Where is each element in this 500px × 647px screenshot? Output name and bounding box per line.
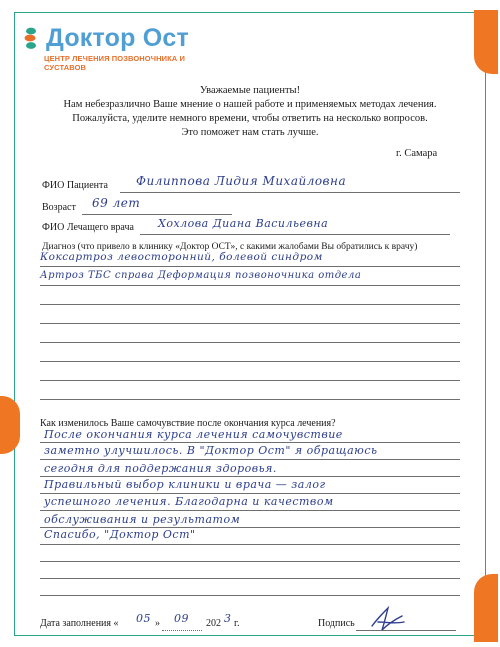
diagnosis-line: [40, 380, 460, 381]
diagnosis-line: [40, 266, 460, 267]
date-day-value[interactable]: 05: [136, 612, 151, 625]
age-line: [82, 214, 232, 215]
date-label-mid: »: [155, 618, 160, 629]
feedback-line-3[interactable]: сегодня для поддержания здоровья.: [44, 462, 277, 475]
intro-line-1: Нам небезразлично Ваше мнение о нашей работе и применяемых методах лечения.: [63, 99, 437, 110]
feedback-line: [40, 595, 460, 596]
diagnosis-line: [40, 361, 460, 362]
diagnosis-line-2[interactable]: Артроз ТБС справа Деформация позвоночника отдела: [40, 270, 362, 281]
feedback-line-4[interactable]: Правильный выбор клиники и врача — залог: [44, 478, 326, 491]
corner-decoration-bottom-right: [474, 574, 498, 642]
feedback-line: [40, 459, 460, 460]
feedback-line-5[interactable]: успешного лечения. Благодарна и качеством: [44, 495, 334, 508]
age-label: Возраст: [42, 202, 76, 213]
feedback-line: [40, 544, 460, 545]
patient-name-line: [120, 192, 460, 193]
doctor-name-label: ФИО Лечащего врача: [42, 222, 134, 233]
diagnosis-line: [40, 342, 460, 343]
clinic-logo: [22, 24, 222, 74]
intro-line-3: Это поможет нам стать лучше.: [181, 127, 319, 138]
feedback-line: [40, 578, 460, 579]
logo-name: Доктор Ост: [46, 24, 189, 52]
date-month-value[interactable]: 09: [174, 612, 189, 625]
feedback-line: [40, 493, 460, 494]
feedback-label: Как изменилось Ваше самочувствие после окончания курса лечения?: [40, 418, 336, 429]
age-value[interactable]: 69 лет: [92, 196, 141, 210]
signature-label: Подпись: [318, 618, 355, 629]
feedback-line: [40, 476, 460, 477]
date-month-line: [162, 630, 202, 631]
doctor-name-line: [140, 234, 450, 235]
intro-line-2: Пожалуйста, уделите немного времени, чтобы ответить на несколько вопросов.: [72, 113, 428, 124]
spine-leaf-icon: [22, 26, 40, 52]
feedback-line: [40, 527, 460, 528]
intro-block: [30, 84, 470, 140]
date-year-digit[interactable]: 3: [224, 612, 232, 625]
city-label: г. Самара: [396, 148, 438, 159]
diagnosis-line: [40, 323, 460, 324]
corner-decoration-left: [0, 396, 20, 454]
date-suffix: г.: [234, 618, 240, 629]
corner-decoration-top-right: [474, 10, 498, 74]
doctor-name-value[interactable]: Хохлова Диана Васильевна: [158, 217, 329, 230]
feedback-line: [40, 442, 460, 443]
feedback-line: [40, 561, 460, 562]
diagnosis-line: [40, 285, 460, 286]
diagnosis-label: Диагноз (что привело в клинику «Доктор ОСТ», с какими жалобами Вы обратились к врачу): [42, 242, 418, 252]
date-year-prefix: 202: [206, 618, 221, 629]
intro-greeting: Уважаемые пациенты!: [199, 85, 301, 96]
date-label: Дата заполнения «: [40, 618, 119, 629]
handwritten-signature[interactable]: [368, 604, 408, 634]
feedback-line-6[interactable]: обслуживания и результатом: [44, 513, 241, 526]
feedback-line-7[interactable]: Спасибо, "Доктор Ост": [44, 528, 196, 541]
logo-tagline: ЦЕНТР ЛЕЧЕНИЯ ПОЗВОНОЧНИКА И СУСТАВОВ: [44, 54, 185, 72]
feedback-line-2[interactable]: заметно улучшилось. В "Доктор Ост" я обращаюсь: [44, 444, 378, 457]
patient-name-label: ФИО Пациента: [42, 180, 108, 191]
feedback-line-1[interactable]: После окончания курса лечения самочувствие: [44, 428, 343, 441]
diagnosis-line: [40, 399, 460, 400]
patient-name-value[interactable]: Филиппова Лидия Михайловна: [136, 174, 347, 188]
feedback-line: [40, 510, 460, 511]
diagnosis-line-1[interactable]: Коксартроз левосторонний, болевой синдром: [40, 251, 323, 263]
diagnosis-line: [40, 304, 460, 305]
